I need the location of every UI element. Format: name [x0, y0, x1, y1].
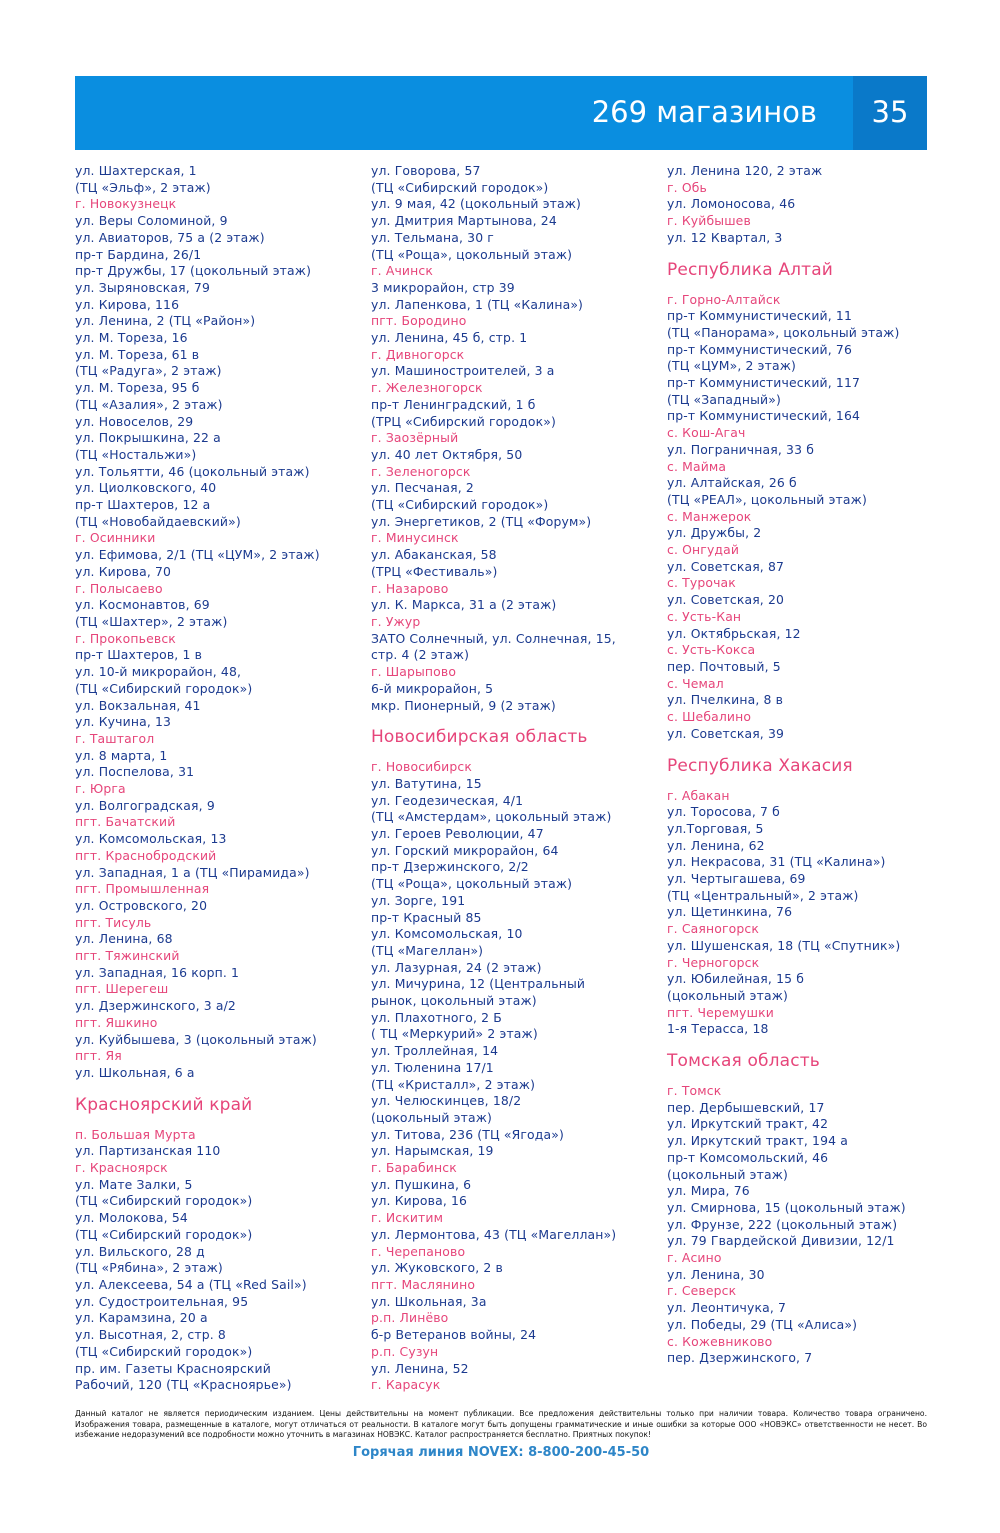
- store-address: ул. Чертыгашева, 69: [667, 871, 806, 887]
- store-address: (ТЦ «Кристалл», 2 этаж): [371, 1076, 536, 1092]
- store-address: ул. 9 мая, 42 (цокольный этаж): [371, 196, 582, 212]
- city-name: пгт. Краснобродский: [75, 847, 217, 863]
- city-name: пгт. Бачатский: [75, 814, 176, 830]
- store-address: ул. Алтайская, 26 б: [667, 475, 797, 491]
- store-address: пр-т Коммунистический, 76: [667, 341, 852, 357]
- store-address: пр-т Шахтеров, 12 а: [75, 497, 211, 513]
- city-name: г. Осинники: [75, 530, 156, 546]
- store-address: (ТЦ «Новобайдаевский»): [75, 513, 241, 529]
- store-address: (ТЦ «Азалия», 2 этаж): [75, 396, 223, 412]
- store-address: ул. Некрасова, 31 (ТЦ «Калина»): [667, 854, 886, 870]
- page-header: [75, 76, 927, 150]
- store-address: ул. Щетинкина, 76: [667, 904, 793, 920]
- store-address: ул. Циолковского, 40: [75, 480, 217, 496]
- store-address: ул. М. Тореза, 61 в: [75, 346, 200, 362]
- store-address: пр-т Бардина, 26/1: [75, 246, 202, 262]
- store-address: ул. Школьная, 6 а: [75, 1064, 195, 1080]
- store-address: пр-т Красный 85: [371, 909, 482, 925]
- store-address: (ТЦ «Радуга», 2 этаж): [75, 363, 222, 379]
- store-address: ул. Высотная, 2, стр. 8: [75, 1327, 226, 1343]
- city-name: с. Кош-Агач: [667, 425, 746, 441]
- city-name: г. Черногорск: [667, 954, 760, 970]
- store-address: ул. Кучина, 13: [75, 714, 172, 730]
- store-address: ул. Комсомольская, 13: [75, 831, 227, 847]
- store-address: (цокольный этаж): [667, 987, 789, 1003]
- city-name: пгт. Яя: [75, 1048, 122, 1064]
- city-name: г. Абакан: [667, 787, 730, 803]
- store-address: ул. Космонавтов, 69: [75, 597, 210, 613]
- region-heading: Красноярский край: [75, 1094, 253, 1115]
- store-address: ул. Кирова, 70: [75, 563, 172, 579]
- store-address: ул. М. Тореза, 95 б: [75, 380, 200, 396]
- store-address: ул. Покрышкина, 22 а: [75, 430, 221, 446]
- store-address: 6-й микрорайон, 5: [371, 680, 494, 696]
- store-address: ул. Октябрьская, 12: [667, 625, 801, 641]
- store-address: ул. Ленина, 45 б, стр. 1: [371, 330, 528, 346]
- store-address: пер. Дзержинского, 7: [667, 1350, 813, 1366]
- store-address: (ТЦ «Ностальжи»): [75, 446, 197, 462]
- store-address: пр-т Ленинградский, 1 б: [371, 396, 536, 412]
- store-address: ул. Песчаная, 2: [371, 480, 474, 496]
- store-address: ул. Кирова, 116: [75, 296, 180, 312]
- store-address: ул. 40 лет Октября, 50: [371, 446, 523, 462]
- city-name: с. Онгудай: [667, 542, 740, 558]
- store-address: ул. Шахтерская, 1: [75, 163, 197, 178]
- store-address: ул. Западная, 1 а (ТЦ «Пирамида»): [75, 864, 310, 880]
- page-number: 35: [871, 95, 909, 129]
- store-address: ул. Островского, 20: [75, 897, 208, 913]
- store-address: ул. Нарымская, 19: [371, 1143, 494, 1159]
- store-address: 1-я Терасса, 18: [667, 1021, 769, 1037]
- region-heading: Республика Алтай: [667, 259, 833, 280]
- store-address: ул. Победы, 29 (ТЦ «Алиса»): [667, 1316, 858, 1332]
- city-name: г. Полысаево: [75, 580, 163, 596]
- city-name: г. Черепаново: [371, 1243, 466, 1259]
- store-address: (ТЦ «Сибирский городок»): [75, 1226, 253, 1242]
- store-address: пр-т Коммунистический, 164: [667, 408, 861, 424]
- store-address: пр-т Коммунистический, 11: [667, 308, 852, 324]
- store-address: (ТРЦ «Сибирский городок»): [371, 413, 556, 429]
- city-name: г. Новосибирск: [371, 759, 472, 775]
- store-address: ул. Тюленина 17/1: [371, 1059, 494, 1075]
- store-address: ул. Зыряновская, 79: [75, 279, 210, 295]
- city-name: г. Зеленогорск: [371, 463, 471, 479]
- store-address: (цокольный этаж): [667, 1166, 789, 1182]
- store-address: (ТЦ «Сибирский городок»): [75, 1343, 253, 1359]
- footer-disclaimer: Данный каталог не является периодическим изданием. Цены действительны на момент публикации. Все предложения действительны только при наличии товара. Количество товара ограничено. Изображения товара, размещенные в каталоге, могут отличаться от реальности. В каталоге могут быть допущены грамматические и иные ошибки за которые ООО «НОВЭКС» ответственности не несет. Во избежание недоразумений все подробности можно уточнить в магазинах НОВЭКС. Каталог распространяется бесплатно. Приятных покупок!: [75, 1409, 927, 1440]
- city-name: г. Юрга: [75, 781, 126, 797]
- store-address: ул. Машиностроителей, 3 а: [371, 363, 555, 379]
- store-address: ул. Лапенкова, 1 (ТЦ «Калина»): [371, 296, 584, 312]
- store-address: ул. Тельмана, 30 г: [371, 229, 494, 245]
- store-address: ул. Юбилейная, 15 б: [667, 971, 805, 987]
- store-list-column-1: [75, 163, 365, 1394]
- city-name: с. Майма: [667, 458, 727, 474]
- city-name: г. Новокузнецк: [75, 196, 177, 212]
- city-name: пгт. Тяжинский: [75, 948, 180, 964]
- store-address: ул. Советская, 20: [667, 592, 785, 608]
- store-address: ул. Авиаторов, 75 а (2 этаж): [75, 229, 265, 245]
- store-address: ул. Тольятти, 46 (цокольный этаж): [75, 463, 310, 479]
- city-name: г. Искитим: [371, 1210, 444, 1226]
- store-address: ул. Смирнова, 15 (цокольный этаж): [667, 1199, 906, 1215]
- store-address: ул. Жуковского, 2 в: [371, 1260, 503, 1276]
- store-address: ул. Пчелкина, 8 в: [667, 692, 784, 708]
- store-address: ул. Дружбы, 2: [667, 525, 762, 541]
- city-name: пгт. Промышленная: [75, 881, 210, 897]
- city-name: с. Манжерок: [667, 508, 752, 524]
- store-address: ул. Ленина, 2 (ТЦ «Район»): [75, 313, 256, 329]
- city-name: г. Ужур: [371, 613, 421, 629]
- store-address: мкр. Пионерный, 9 (2 этаж): [371, 697, 556, 713]
- store-address: ул. Иркутский тракт, 42: [667, 1116, 829, 1132]
- city-name: г. Горно-Алтайск: [667, 291, 781, 307]
- store-address: ЗАТО Солнечный, ул. Солнечная, 15,: [371, 630, 616, 646]
- city-name: р.п. Линёво: [371, 1310, 449, 1326]
- store-address: (ТЦ «Сибирский городок»): [75, 1193, 253, 1209]
- store-address: ул. Фрунзе, 222 (цокольный этаж): [667, 1216, 898, 1232]
- store-address: (ТЦ «Сибирский городок»): [75, 680, 253, 696]
- city-name: пгт. Черемушки: [667, 1004, 774, 1020]
- store-address: ул. Советская, 87: [667, 558, 785, 574]
- city-name: п. Большая Мурта: [75, 1126, 196, 1142]
- store-address: (цокольный этаж): [371, 1109, 493, 1125]
- store-address: пр-т Комсомольский, 46: [667, 1149, 829, 1165]
- store-address: ул. К. Маркса, 31 а (2 этаж): [371, 597, 557, 613]
- city-name: с. Кожевниково: [667, 1333, 773, 1349]
- city-name: с. Турочак: [667, 575, 736, 591]
- store-address: ул. Школьная, 3а: [371, 1293, 487, 1309]
- store-address: ул. Дмитрия Мартынова, 24: [371, 213, 557, 229]
- city-name: г. Томск: [667, 1083, 722, 1099]
- store-address: (ТЦ «Шахтер», 2 этаж): [75, 613, 228, 629]
- store-address: ул. Зорге, 191: [371, 892, 466, 908]
- city-name: г. Прокопьевск: [75, 630, 176, 646]
- city-name: г. Северск: [667, 1283, 737, 1299]
- store-address: ул. Ефимова, 2/1 (ТЦ «ЦУМ», 2 этаж): [75, 547, 320, 563]
- store-address: пер. Почтовый, 5: [667, 658, 781, 674]
- store-address: ул. Ленина, 52: [371, 1360, 469, 1376]
- city-name: г. Карасук: [371, 1377, 441, 1393]
- city-name: пгт. Маслянино: [371, 1277, 476, 1292]
- store-address: ул. Леонтичука, 7: [667, 1300, 787, 1316]
- store-address: стр. 4 (2 этаж): [371, 647, 470, 663]
- store-address: ул. Вильского, 28 д: [75, 1243, 205, 1259]
- city-name: с. Усть-Кокса: [667, 642, 756, 658]
- city-name: г. Асино: [667, 1250, 722, 1266]
- store-address: б-р Ветеранов войны, 24: [371, 1327, 537, 1343]
- store-address: ул. Мате Залки, 5: [75, 1176, 193, 1192]
- city-name: г. Ачинск: [371, 263, 433, 279]
- store-list-column-2: [371, 163, 661, 1394]
- store-address: ул. 79 Гвардейской Дивизии, 12/1: [667, 1233, 895, 1249]
- store-address: ул. Комсомольская, 10: [371, 926, 523, 942]
- store-address: (ТЦ «Роща», цокольный этаж): [371, 876, 573, 892]
- region-heading: Томская область: [667, 1051, 820, 1072]
- store-address: (ТЦ «ЦУМ», 2 этаж): [667, 358, 796, 374]
- city-name: г. Красноярск: [75, 1160, 168, 1176]
- store-address: (ТЦ «РЕАЛ», цокольный этаж): [667, 491, 867, 507]
- store-address: пр-т Дружбы, 17 (цокольный этаж): [75, 263, 312, 279]
- city-name: пгт. Тисуль: [75, 914, 152, 930]
- city-name: р.п. Сузун: [371, 1343, 439, 1359]
- store-address: ул. Абаканская, 58: [371, 547, 497, 563]
- region-heading: Республика Хакасия: [667, 755, 853, 776]
- store-address: 3 микрорайон, стр 39: [371, 279, 515, 295]
- store-address: ул. Вокзальная, 41: [75, 697, 201, 713]
- store-address: ул. Ломоносова, 46: [667, 196, 796, 212]
- store-address: ул. Западная, 16 корп. 1: [75, 964, 240, 980]
- store-address: ул. Партизанская 110: [75, 1143, 221, 1159]
- store-address: ул. Ватутина, 15: [371, 775, 482, 791]
- city-name: г. Обь: [667, 179, 707, 195]
- store-address: ул. Новоселов, 29: [75, 413, 194, 429]
- store-address: ул. Судостроительная, 95: [75, 1293, 249, 1309]
- store-address: ул. Карамзина, 20 а: [75, 1310, 208, 1326]
- city-name: г. Железногорск: [371, 380, 483, 396]
- store-address: рынок, цокольный этаж): [371, 993, 537, 1009]
- store-address: (ТЦ «Амстердам», цокольный этаж): [371, 809, 612, 825]
- store-address: ул. Ленина, 68: [75, 931, 173, 947]
- city-name: г. Дивногорск: [371, 346, 465, 362]
- store-address: ул. Лермонтова, 43 (ТЦ «Магеллан»): [371, 1226, 617, 1242]
- store-address: (ТЦ «Сибирский городок»): [371, 497, 549, 513]
- store-address: ул. М. Тореза, 16: [75, 330, 188, 346]
- store-address: ул. Геодезическая, 4/1: [371, 792, 524, 808]
- store-address: пр-т Дзержинского, 2/2: [371, 859, 529, 875]
- store-address: ул. Лазурная, 24 (2 этаж): [371, 959, 542, 975]
- store-address: Рабочий, 120 (ТЦ «Красноярье»): [75, 1377, 292, 1393]
- store-address: ул. Торосова, 7 б: [667, 804, 780, 820]
- store-address: ул. Алексеева, 54 а (ТЦ «Red Sail»): [75, 1277, 307, 1292]
- store-address: ул. Поспелова, 31: [75, 764, 195, 780]
- store-address: пер. Дербышевский, 17: [667, 1099, 825, 1115]
- store-address: (ТЦ «Роща», цокольный этаж): [371, 246, 573, 262]
- city-name: пгт. Бородино: [371, 313, 467, 329]
- store-address: ул. Плахотного, 2 Б: [371, 1009, 502, 1025]
- city-name: пгт. Яшкино: [75, 1014, 158, 1030]
- store-address: (ТЦ «Западный»): [667, 391, 781, 407]
- store-address: ул. Троллейная, 14: [371, 1043, 499, 1059]
- store-address: (ТЦ «Сибирский городок»): [371, 179, 549, 195]
- hotline-phone: Горячая линия NOVEX: 8-800-200-45-50: [352, 1445, 650, 1460]
- store-address: ул. Пушкина, 6: [371, 1176, 472, 1192]
- city-name: г. Барабинск: [371, 1160, 457, 1176]
- store-address: (ТЦ «Эльф», 2 этаж): [75, 179, 211, 195]
- store-address: пр-т Шахтеров, 1 в: [75, 647, 203, 663]
- region-heading: Новосибирская область: [371, 727, 588, 748]
- store-address: ул. Челюскинцев, 18/2: [371, 1093, 522, 1109]
- store-address: ул. Шушенская, 18 (ТЦ «Спутник»): [667, 937, 901, 953]
- store-address: ул. Куйбышева, 3 (цокольный этаж): [75, 1031, 317, 1047]
- store-address: (ТЦ «Магеллан»): [371, 942, 484, 958]
- store-address: ул. Горский микрорайон, 64: [371, 842, 559, 858]
- city-name: г. Таштагол: [75, 730, 155, 746]
- store-address: ул. Говорова, 57: [371, 163, 481, 178]
- store-address: ( ТЦ «Меркурий» 2 этаж): [371, 1026, 538, 1042]
- store-address: ул. Энергетиков, 2 (ТЦ «Форум»): [371, 513, 592, 529]
- store-address: ул. Героев Революции, 47: [371, 826, 544, 842]
- city-name: г. Заозёрный: [371, 430, 459, 446]
- store-address: ул. Иркутский тракт, 194 а: [667, 1133, 848, 1149]
- city-name: с. Шебалино: [667, 709, 752, 725]
- store-address: ул. Веры Соломиной, 9: [75, 213, 228, 229]
- store-address: ул. 10-й микрорайон, 48,: [75, 664, 242, 680]
- store-address: ул. 12 Квартал, 3: [667, 229, 783, 245]
- city-name: г. Назарово: [371, 580, 449, 596]
- store-address: ул. Волгоградская, 9: [75, 797, 215, 813]
- store-address: ул. Мира, 76: [667, 1183, 750, 1199]
- store-address: (ТРЦ «Фестиваль»): [371, 563, 498, 579]
- store-address: пр. им. Газеты Красноярский: [75, 1360, 271, 1376]
- store-address: пр-т Коммунистический, 117: [667, 375, 861, 391]
- city-name: с. Усть-Кан: [667, 608, 742, 624]
- store-address: ул. Ленина, 30: [667, 1266, 765, 1282]
- store-address: ул. Советская, 39: [667, 725, 785, 741]
- store-address: (ТЦ «Рябина», 2 этаж): [75, 1260, 223, 1276]
- city-name: с. Чемал: [667, 675, 724, 691]
- city-name: пгт. Шерегеш: [75, 981, 169, 997]
- store-address: ул. Молокова, 54: [75, 1210, 188, 1226]
- store-address: ул. Ленина, 62: [667, 837, 765, 853]
- store-address: ул.Торговая, 5: [667, 820, 764, 836]
- store-address: ул. Титова, 236 (ТЦ «Ягода»): [371, 1126, 564, 1142]
- store-address: ул. Дзержинского, 3 а/2: [75, 998, 236, 1014]
- page-number-box: [853, 76, 927, 150]
- store-list-column-3: [667, 163, 967, 1367]
- store-address: ул. Мичурина, 12 (Центральный: [371, 976, 586, 992]
- store-address: ул. Ленина 120, 2 этаж: [667, 163, 823, 178]
- store-address: (ТЦ «Центральный», 2 этаж): [667, 887, 859, 903]
- city-name: г. Куйбышев: [667, 213, 751, 229]
- store-address: ул. Кирова, 16: [371, 1193, 468, 1209]
- city-name: г. Минусинск: [371, 530, 459, 546]
- city-name: г. Шарыпово: [371, 664, 457, 680]
- page-title: 269 магазинов: [591, 95, 817, 129]
- store-address: (ТЦ «Панорама», цокольный этаж): [667, 324, 900, 340]
- city-name: г. Саяногорск: [667, 921, 759, 937]
- store-address: ул. Пограничная, 33 б: [667, 441, 814, 457]
- store-address: ул. 8 марта, 1: [75, 747, 168, 763]
